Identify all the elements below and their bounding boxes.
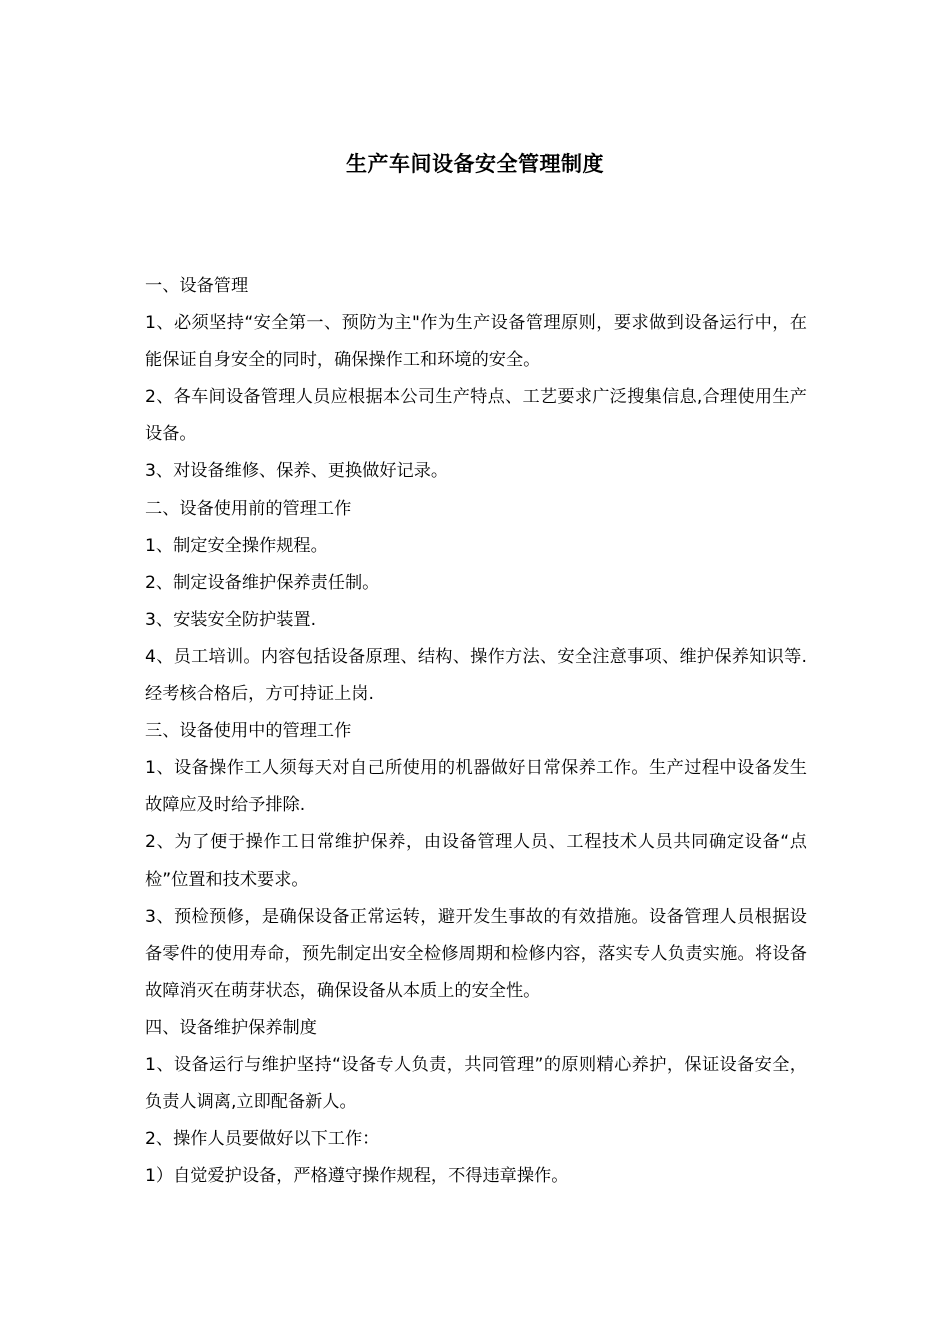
section-heading: 三、设备使用中的管理工作	[145, 721, 352, 742]
section-heading: 二、设备使用前的管理工作	[145, 498, 352, 519]
paragraph: 3、预检预修，是确保设备正常运转，避开发生事故的有效措施。设备管理人员根据设备零件的使用寿命，预先制定出安全检修周期和检修内容，落实专人负责实施。将设备故障消灭在萌芽状态，确保设备从本质上的安全性。	[145, 906, 807, 1001]
document-title: 生产车间设备安全管理制度	[346, 152, 604, 176]
paragraph: 3、对设备维修、保养、更换做好记录。	[145, 461, 449, 482]
document-body	[145, 268, 807, 1195]
section-heading: 一、设备管理	[145, 276, 249, 296]
paragraph: 2、操作人员要做好以下工作：	[145, 1129, 380, 1150]
paragraph: 1、制定安全操作规程。	[145, 535, 328, 556]
paragraph: 2、各车间设备管理人员应根据本公司生产特点、工艺要求广泛搜集信息,合理使用生产设备。	[145, 387, 807, 445]
paragraph: 1、必须坚持“安全第一、预防为主"作为生产设备管理原则，要求做到设备运行中，在能保证自身安全的同时，确保操作工和环境的安全。	[145, 313, 807, 371]
paragraph: 1）自觉爱护设备，严格遵守操作规程，不得违章操作。	[145, 1166, 569, 1187]
paragraph: 4、员工培训。内容包括设备原理、结构、操作方法、安全注意事项、维护保养知识等.经考核合格后，方可持证上岗.	[145, 646, 807, 705]
paragraph: 1、设备运行与维护坚持“设备专人负责，共同管理”的原则精心养护，保证设备安全，负责人调离,立即配备新人。	[145, 1054, 807, 1113]
paragraph: 1、设备操作工人须每天对自己所使用的机器做好日常保养工作。生产过程中设备发生故障应及时给予排除.	[145, 758, 807, 816]
paragraph: 2、制定设备维护保养责任制。	[145, 572, 380, 593]
paragraph: 2、为了便于操作工日常维护保养，由设备管理人员、工程技术人员共同确定设备“点检”位置和技术要求。	[145, 832, 807, 890]
paragraph: 3、安装安全防护装置.	[145, 609, 317, 630]
section-heading: 四、设备维护保养制度	[145, 1017, 317, 1038]
